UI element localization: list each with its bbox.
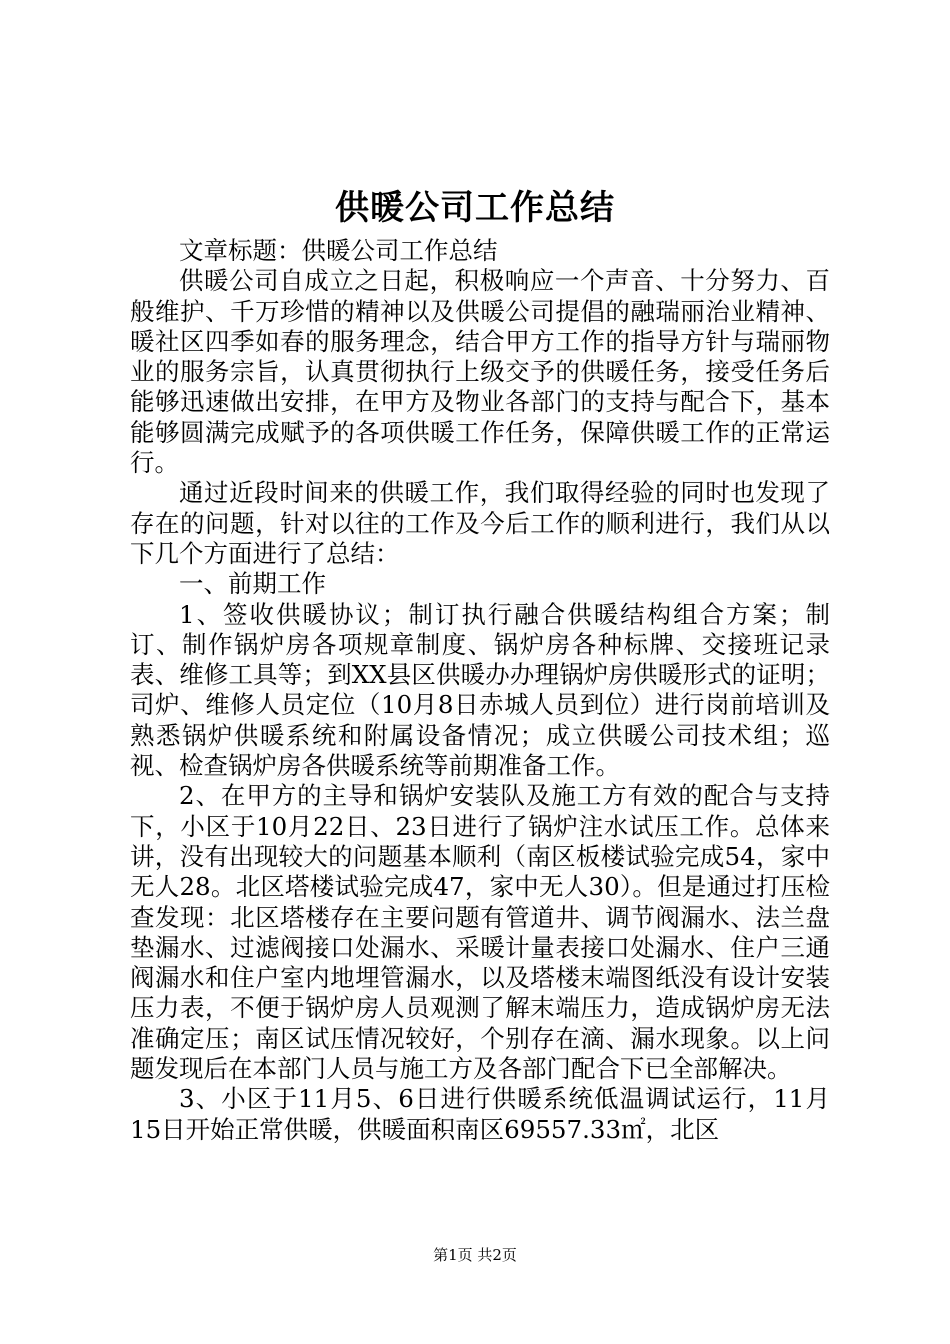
document-body [130, 236, 830, 1145]
paragraph-item-3: 3、小区于11月5、6日进行供暖系统低温调试运行，11月15日开始正常供暖，供暖面积南区69557.33㎡，北区 [130, 1084, 830, 1144]
paragraph-item-2: 2、在甲方的主导和锅炉安装队及施工方有效的配合与支持下，小区于10月22日、23日进行了锅炉注水试压工作。总体来讲，没有出现较大的问题基本顺利（南区板楼试验完成54，家中无人28。北区塔楼试验完成47，家中无人30）。但是通过打压检查发现：北区塔楼存在主要问题有管道井、调节阀漏水、法兰盘垫漏水、过滤阀接口处漏水、采暖计量表接口处漏水、住户三通阀漏水和住户室内地埋管漏水，以及塔楼末端图纸没有设计安装压力表，不便于锅炉房人员观测了解末端压力，造成锅炉房无法准确定压；南区试压情况较好，个别存在滴、漏水现象。以上问题发现后在本部门人员与施工方及各部门配合下已全部解决。 [130, 781, 830, 1084]
paragraph-article-title: 文章标题：供暖公司工作总结 [179, 236, 498, 265]
document-title: 供暖公司工作总结 [335, 188, 615, 228]
paragraph-summary-lead: 通过近段时间来的供暖工作，我们取得经验的同时也发现了存在的问题，针对以往的工作及今后工作的顺利进行，我们从以下几个方面进行了总结： [130, 478, 830, 568]
page-footer: 第1页 共2页 [433, 1246, 517, 1264]
section-heading-preliminary-work: 一、前期工作 [179, 569, 326, 599]
paragraph-intro: 供暖公司自成立之日起，积极响应一个声音、十分努力、百般维护、千万珍惜的精神以及供暖公司提倡的融瑞丽治业精神、暖社区四季如春的服务理念，结合甲方工作的指导方针与瑞丽物业的服务宗旨，认真贯彻执行上级交予的供暖任务，接受任务后能够迅速做出安排，在甲方及物业各部门的支持与配合下，基本能够圆满完成赋予的各项供暖工作任务，保障供暖工作的正常运行。 [130, 266, 830, 478]
paragraph-item-1: 1、签收供暖协议；制订执行融合供暖结构组合方案；制订、制作锅炉房各项规章制度、锅炉房各种标牌、交接班记录表、维修工具等；到XX县区供暖办办理锅炉房供暖形式的证明；司炉、维修人员定位（10月8日赤城人员到位）进行岗前培训及熟悉锅炉供暖系统和附属设备情况；成立供暖公司技术组；巡视、检查锅炉房各供暖系统等前期准备工作。 [130, 599, 830, 781]
